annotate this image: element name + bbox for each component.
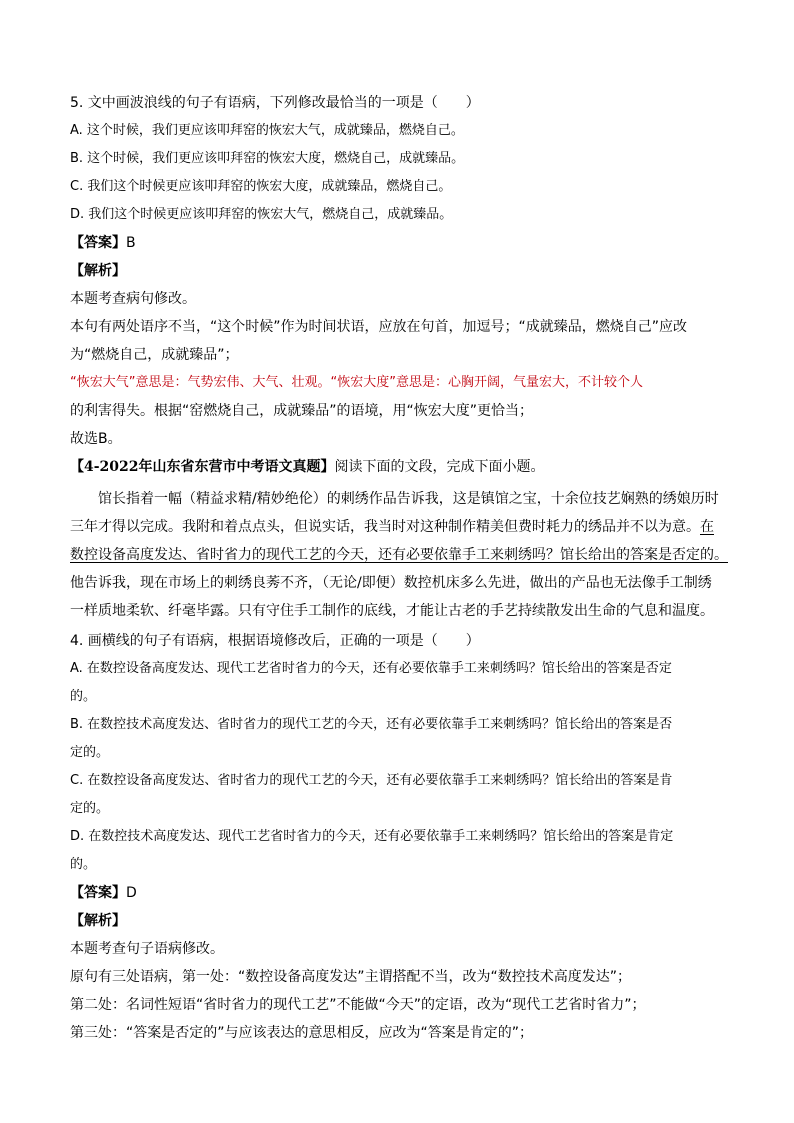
q5-answer-value: B	[126, 235, 136, 251]
q4-source: 【4-2022年山东省东营市中考语文真题】	[70, 459, 335, 475]
q5-analysis-line-3: 为“燃烧自己，成就臻品”；	[70, 347, 239, 363]
q4-option-a-cont: 的。	[70, 689, 97, 704]
q4-answer	[70, 883, 734, 903]
q4-analysis-line-2: 原句有三处语病，第一处：“数控设备高度发达”主谓搭配不当，改为“数控技术高度发达”；	[70, 969, 632, 985]
q5-answer	[70, 233, 734, 253]
q4-option-b-cont: 定的。	[70, 745, 110, 760]
passage-line-2	[70, 513, 734, 541]
q4-instruction: 阅读下面的文段，完成下面小题。	[334, 459, 545, 475]
passage-underline-start: 在	[700, 519, 714, 535]
q4-option-c-cont: 定的。	[70, 801, 110, 816]
q5-analysis-line-1: 本题考查病句修改。	[70, 291, 196, 307]
q4-option-b: B. 在数控技术高度发达、省时省力的现代工艺的今天，还有必要依靠手工来刺绣吗？馆长给出的答案是否	[70, 717, 673, 732]
passage-line-4: 他告诉我，现在市场上的刺绣良莠不齐，（无论/即便）数控机床多么先进，做出的产品也无法像手工制绣	[70, 575, 712, 591]
q5-option-b: B. 这个时候，我们更应该叩拜窑的恢宏大度，燃烧自己，成就臻品。	[70, 151, 465, 166]
q4-header	[70, 457, 734, 477]
passage-line-1: 馆长指着一幅（精益求精/精妙绝伦）的刺绣作品告诉我，这是镇馆之宝，十余位技艺娴熟的绣娘历时	[98, 491, 719, 507]
passage-line-2-text: 三年才得以完成。我附和着点点头，但说实话，我当时对这种制作精美但费时耗力的绣品并不以为意。	[70, 519, 700, 535]
q4-analysis-line-3: 第二处：名词性短语“省时省力的现代工艺”不能做“今天”的定语，改为“现代工艺省时省力”；	[70, 997, 646, 1013]
q5-answer-label: 【答案】	[70, 235, 126, 251]
document-page	[70, 93, 734, 1051]
q5-analysis-label: 【解析】	[70, 263, 126, 279]
q4-option-c: C. 在数控设备高度发达、省时省力的现代工艺的今天，还有必要依靠手工来刺绣吗？馆长给出的答案是肯	[70, 773, 673, 788]
q5-option-d: D. 我们这个时候更应该叩拜窑的恢宏大气，燃烧自己，成就臻品。	[70, 207, 453, 222]
q5-stem: 5. 文中画波浪线的句子有语病，下列修改最恰当的一项是（ ）	[70, 95, 480, 111]
passage-line-5: 一样质地柔软、纤毫毕露。只有守住手工制作的底线，才能让古老的手艺持续散发出生命的气息和温度。	[70, 603, 714, 619]
q5-analysis-line-6: 故选B。	[70, 431, 122, 447]
q4-option-d: D. 在数控技术高度发达、现代工艺省时省力的今天，还有必要依靠手工来刺绣吗？馆长给出的答案是肯定	[70, 829, 674, 844]
q4-passage	[70, 485, 734, 625]
passage-underlined-sentence: 数控设备高度发达、省时省力的现代工艺的今天，还有必要依靠手工来刺绣吗？馆长给出的答案是否定的。	[70, 547, 728, 563]
q4-analysis-line-1: 本题考查句子语病修改。	[70, 941, 224, 957]
q5-option-c: C. 我们这个时候更应该叩拜窑的恢宏大度，成就臻品，燃烧自己。	[70, 179, 452, 194]
q4-analysis-label: 【解析】	[70, 913, 126, 929]
q4-option-a: A. 在数控设备高度发达、现代工艺省时省力的今天，还有必要依靠手工来刺绣吗？馆长给出的答案是否定	[70, 661, 672, 676]
q4-analysis-line-4: 第三处：“答案是否定的”与应该表达的意思相反，应改为“答案是肯定的”；	[70, 1025, 534, 1041]
q5-option-a: A. 这个时候，我们更应该叩拜窑的恢宏大气，成就臻品，燃烧自己。	[70, 123, 464, 138]
q4-stem: 4. 画横线的句子有语病，根据语境修改后，正确的一项是（ ）	[70, 633, 480, 649]
q4-answer-label: 【答案】	[70, 885, 126, 901]
q4-option-d-cont: 的。	[70, 857, 97, 872]
q4-answer-value: D	[126, 885, 137, 901]
q5-analysis-line-5: 的利害得失。根据“窑燃烧自己，成就臻品”的语境，用“恢宏大度”更恰当；	[70, 403, 534, 419]
q5-analysis-line-2: 本句有两处语序不当，“这个时候”作为时间状语，应放在句首，加逗号；“成就臻品，燃烧自己”应改	[70, 319, 688, 335]
q5-analysis-line-4: “恢宏大气”意思是：气势宏伟、大气、壮观。“恢宏大度”意思是：心胸开阔，气量宏大，不计较个人	[70, 375, 643, 390]
